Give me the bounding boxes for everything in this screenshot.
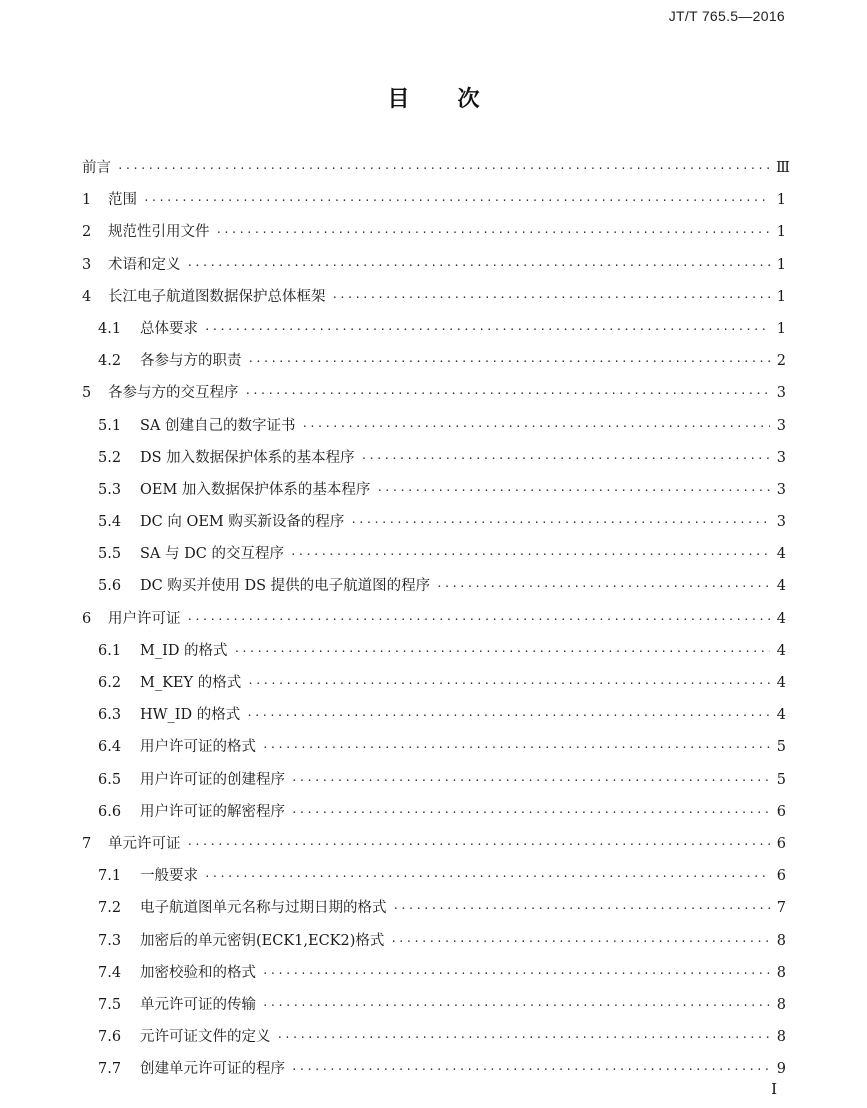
page-title xyxy=(0,82,867,113)
dot-leader xyxy=(187,829,771,861)
toc-entry[interactable] xyxy=(82,442,786,474)
toc-entry-label: DS 加入数据保护体系的基本程序 xyxy=(140,449,355,466)
toc-entry-number: 5.5 xyxy=(98,546,122,563)
toc-entry-page: 4 xyxy=(776,642,786,659)
toc-entry-number: 1 xyxy=(82,192,92,209)
toc-entry-number: 7 xyxy=(82,835,92,852)
toc-entry-page: Ⅲ xyxy=(776,160,790,176)
toc-entry-number: 4.2 xyxy=(98,353,122,370)
toc-entry-number: 6.1 xyxy=(98,642,122,659)
toc-entry-page: 9 xyxy=(776,1061,786,1078)
dot-leader xyxy=(204,314,770,346)
title-char-1: 目 xyxy=(387,87,410,112)
toc-entry[interactable] xyxy=(82,699,786,731)
dot-leader xyxy=(291,1054,770,1086)
standard-code: JT/T 765.5—2016 xyxy=(668,8,785,24)
dot-leader xyxy=(143,185,770,217)
toc-entry-label: 创建单元许可证的程序 xyxy=(140,1061,285,1078)
toc-entry-number: 7.5 xyxy=(98,996,122,1013)
toc-entry-page: 3 xyxy=(776,514,786,531)
toc-entry-number: 6.5 xyxy=(98,771,122,788)
toc-entry-page: 2 xyxy=(776,353,786,370)
toc-entry-label: 加密后的单元密钥(ECK1,ECK2)格式 xyxy=(140,932,385,949)
toc-entry-number: 3 xyxy=(82,256,92,273)
dot-leader xyxy=(117,153,770,185)
dot-leader xyxy=(302,411,770,443)
dot-leader xyxy=(291,765,770,797)
toc-entry-number: 5.1 xyxy=(98,417,122,434)
toc-entry-number: 7.4 xyxy=(98,964,122,981)
toc-entry-label: 规范性引用文件 xyxy=(108,224,210,241)
dot-leader xyxy=(187,604,771,636)
dot-leader xyxy=(247,668,770,700)
toc-entry[interactable] xyxy=(82,345,786,377)
toc-entry-page: 4 xyxy=(776,578,786,595)
dot-leader xyxy=(361,443,770,475)
toc-entry-page: 1 xyxy=(776,192,786,209)
toc-entry[interactable] xyxy=(82,313,786,345)
toc-entry-number: 6.6 xyxy=(98,803,122,820)
toc-entry-label: M_ID 的格式 xyxy=(140,642,228,659)
toc-entry-page: 1 xyxy=(776,288,786,305)
dot-leader xyxy=(187,250,771,282)
toc-entry-label: 元许可证文件的定义 xyxy=(140,1029,271,1046)
toc-entry-page: 4 xyxy=(776,675,786,691)
toc-entry-label: 范围 xyxy=(108,192,137,209)
toc-entry-number: 6.4 xyxy=(98,739,122,756)
toc-entry[interactable] xyxy=(82,570,786,602)
dot-leader xyxy=(245,378,771,410)
toc-entry-page: 6 xyxy=(776,835,786,852)
toc-entry[interactable] xyxy=(82,764,786,796)
toc-entry-page: 4 xyxy=(776,707,786,724)
toc-entry-label: 用户许可证的格式 xyxy=(140,739,256,756)
title-char-2: 次 xyxy=(457,87,480,112)
toc-entry-label: 前言 xyxy=(82,160,111,176)
toc-entry-page: 3 xyxy=(776,449,786,466)
toc-entry-label: 用户许可证的创建程序 xyxy=(140,771,285,788)
dot-leader xyxy=(262,990,770,1022)
toc-entry[interactable] xyxy=(82,410,786,442)
dot-leader xyxy=(291,797,770,829)
dot-leader xyxy=(234,636,770,668)
toc-entry-number: 6.3 xyxy=(98,707,122,724)
toc-entry[interactable] xyxy=(82,989,786,1021)
toc-entry-label: 单元许可证 xyxy=(108,835,181,852)
toc-entry[interactable] xyxy=(82,635,786,667)
toc-entry-number: 4 xyxy=(82,288,92,305)
toc-entry-label: 总体要求 xyxy=(140,320,198,337)
toc-entry-page: 1 xyxy=(776,320,786,337)
toc-entry-page: 1 xyxy=(776,256,786,273)
toc-entry-label: M_KEY 的格式 xyxy=(140,675,242,691)
toc-entry[interactable] xyxy=(82,796,786,828)
toc-entry-label: 用户许可证的解密程序 xyxy=(140,803,285,820)
toc-entry-page: 6 xyxy=(776,868,786,885)
toc-entry-label: 单元许可证的传输 xyxy=(140,996,256,1013)
toc-entry-number: 5.3 xyxy=(98,481,122,498)
dot-leader xyxy=(390,926,770,958)
toc-entry-label: 加密校验和的格式 xyxy=(140,964,256,981)
toc-entry-label: 用户许可证 xyxy=(108,610,181,627)
toc-entry-page: 7 xyxy=(776,900,786,917)
dot-leader xyxy=(262,958,770,990)
toc-entry-page: 8 xyxy=(776,964,786,981)
toc-entry[interactable] xyxy=(82,281,786,313)
toc-entry[interactable] xyxy=(82,152,790,184)
dot-leader xyxy=(393,893,771,925)
toc-entry-number: 5.4 xyxy=(98,514,122,531)
toc-entry[interactable] xyxy=(82,184,786,216)
toc-entry[interactable] xyxy=(82,538,786,570)
toc-entry[interactable] xyxy=(82,506,786,538)
toc-entry-number: 7.7 xyxy=(98,1061,122,1078)
toc-entry-label: 各参与方的职责 xyxy=(140,353,242,370)
toc-entry-page: 3 xyxy=(776,417,786,434)
toc-entry[interactable] xyxy=(82,892,786,924)
toc-entry-page: 6 xyxy=(776,803,786,820)
toc-entry[interactable] xyxy=(82,474,786,506)
dot-leader xyxy=(246,700,770,732)
toc-entry-page: 1 xyxy=(776,224,786,241)
toc-entry-page: 4 xyxy=(776,610,786,627)
toc-entry-page: 3 xyxy=(776,385,786,402)
dot-leader xyxy=(248,346,771,378)
dot-leader xyxy=(216,217,771,249)
toc-entry-label: 各参与方的交互程序 xyxy=(108,385,239,402)
toc-entry-label: 长江电子航道图数据保护总体框架 xyxy=(108,288,326,305)
toc-entry-label: 一般要求 xyxy=(140,868,198,885)
toc-entry-page: 8 xyxy=(776,932,786,949)
toc-entry-label: 电子航道图单元名称与过期日期的格式 xyxy=(140,900,387,917)
toc-entry-label: SA 创建自己的数字证书 xyxy=(140,417,296,434)
toc-entry-label: HW_ID 的格式 xyxy=(140,707,241,724)
toc-entry[interactable] xyxy=(82,731,786,763)
toc-entry-label: 术语和定义 xyxy=(108,256,181,273)
toc-entry[interactable] xyxy=(82,1053,786,1085)
page-number: I xyxy=(771,1080,777,1098)
toc-entry-number: 7.6 xyxy=(98,1029,122,1046)
dot-leader xyxy=(350,507,770,539)
toc-entry-number: 6 xyxy=(82,610,92,627)
toc-entry-page: 3 xyxy=(776,481,786,498)
toc-entry-page: 8 xyxy=(776,996,786,1013)
toc-entry-label: DC 向 OEM 购买新设备的程序 xyxy=(140,514,345,531)
dot-leader xyxy=(262,732,770,764)
toc-entry-label: DC 购买并使用 DS 提供的电子航道图的程序 xyxy=(140,578,431,595)
dot-leader xyxy=(290,539,770,571)
toc-entry[interactable] xyxy=(82,603,786,635)
toc-entry-number: 5.6 xyxy=(98,578,122,595)
toc-entry[interactable] xyxy=(82,957,786,989)
toc-entry[interactable] xyxy=(82,860,786,892)
toc-entry[interactable] xyxy=(82,828,786,860)
toc-entry-page: 8 xyxy=(776,1029,786,1046)
toc-entry-page: 4 xyxy=(776,546,786,563)
dot-leader xyxy=(332,282,771,314)
toc-entry-number: 2 xyxy=(82,224,92,241)
toc-entry[interactable] xyxy=(82,667,786,699)
toc-entry-number: 5.2 xyxy=(98,449,122,466)
toc-entry[interactable] xyxy=(82,216,786,248)
toc-entry-number: 7.1 xyxy=(98,868,122,885)
toc-entry-number: 6.2 xyxy=(98,675,122,691)
dot-leader xyxy=(277,1022,771,1054)
toc-entry-page: 5 xyxy=(776,771,786,788)
toc-entry-label: OEM 加入数据保护体系的基本程序 xyxy=(140,481,371,498)
toc-entry[interactable] xyxy=(82,249,786,281)
toc-entry-number: 7.3 xyxy=(98,932,122,949)
dot-leader xyxy=(204,861,770,893)
toc-entry-number: 5 xyxy=(82,385,92,402)
toc-entry[interactable] xyxy=(82,1021,786,1053)
table-of-contents xyxy=(82,152,790,1085)
dot-leader xyxy=(376,475,770,507)
toc-entry-number: 4.1 xyxy=(98,320,122,337)
dot-leader xyxy=(436,571,770,603)
toc-entry[interactable] xyxy=(82,925,786,957)
toc-entry-number: 7.2 xyxy=(98,900,122,917)
toc-entry-page: 5 xyxy=(776,739,786,756)
toc-entry[interactable] xyxy=(82,377,786,409)
toc-entry-label: SA 与 DC 的交互程序 xyxy=(140,546,284,563)
